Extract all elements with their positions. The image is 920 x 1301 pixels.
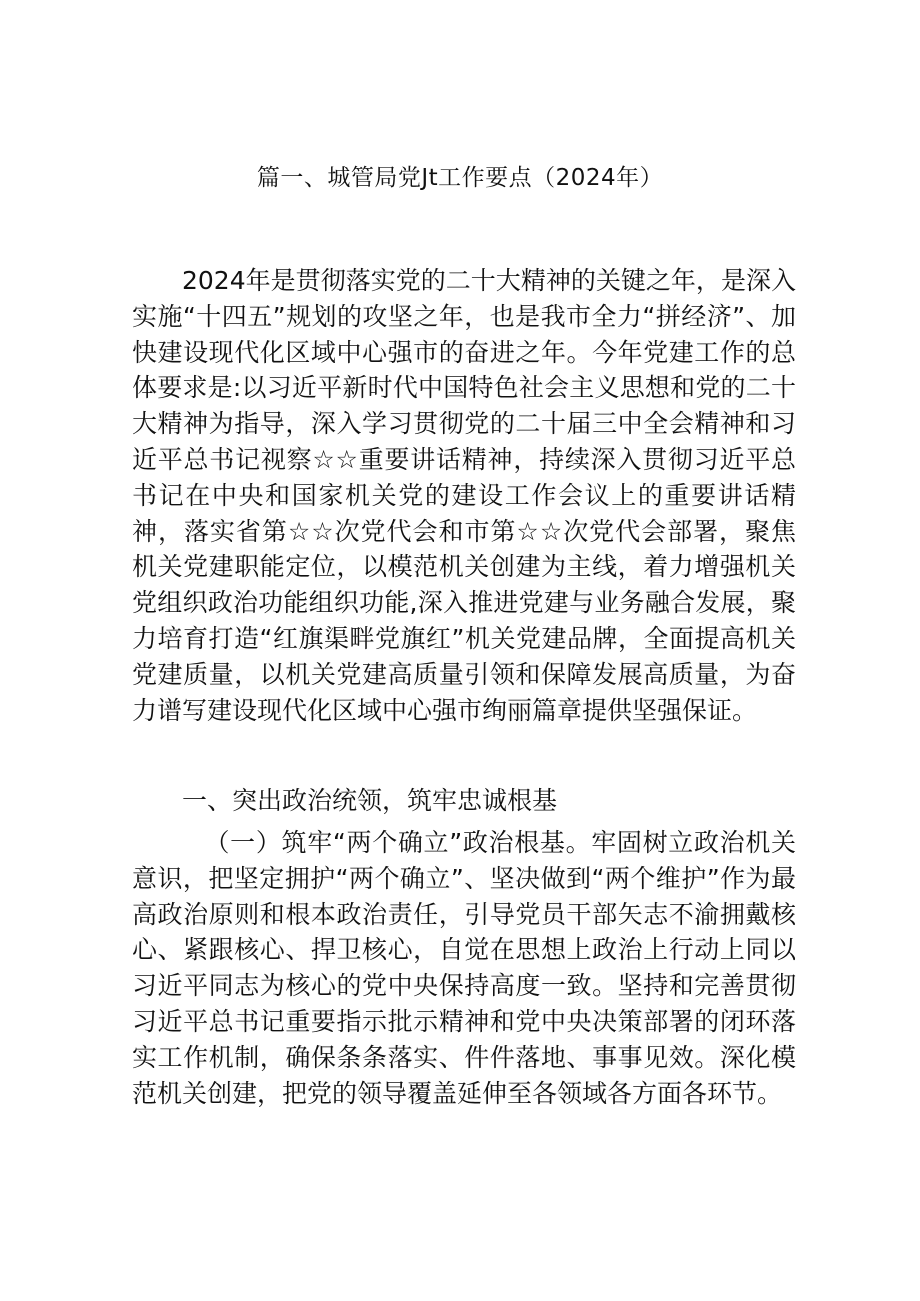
subsection-paragraph: （一）筑牢“两个确立”政治根基。牢固树立政治机关意识，把坚定拥护“两个确立”、坚决做到“两个维护”作为最高政治原则和根本政治责任，引导党员干部矢志不渝拥戴核心、紧跟核心、捍卫核心，自觉在思想上政治上行动上同以习近平同志为核心的党中央保持高度一致。坚持和完善贯彻习近平总书记重要指示批示精神和党中央决策部署的闭环落实工作机制，确保条条落实、件件落地、事事见效。深化模范机关创建，把党的领导覆盖延伸至各领域各方面各环节。 (132, 828, 796, 1108)
intro-paragraph: 2024年是贯彻落实党的二十大精神的关键之年，是深入实施“十四五”规划的攻坚之年，也是我市全力“拼经济”、加快建设现代化区域中心强市的奋进之年。今年党建工作的总体要求是:以习近平新时代中国特色社会主义思想和党的二十大精神为指导，深入学习贯彻党的二十届三中全会精神和习近平总书记视察☆☆重要讲话精神，持续深入贯彻习近平总书记在中央和国家机关党的建设工作会议上的重要讲话精神，落实省第☆☆次党代会和市第☆☆次党代会部署，聚焦机关党建职能定位，以模范机关创建为主线，着力增强机关党组织政治功能组织功能,深入推进党建与业务融合发展，聚力培育打造“红旗渠畔党旗红”机关党建品牌，全面提高机关党建质量，以机关党建高质量引领和保障发展高质量，为奋力谱写建设现代化区域中心强市绚丽篇章提供坚强保证。 (132, 266, 796, 725)
section-heading: 一、突出政治统领，筑牢忠诚根基 (182, 786, 558, 815)
document-title: 篇一、城管局党Jt工作要点（2024年） (256, 165, 664, 191)
